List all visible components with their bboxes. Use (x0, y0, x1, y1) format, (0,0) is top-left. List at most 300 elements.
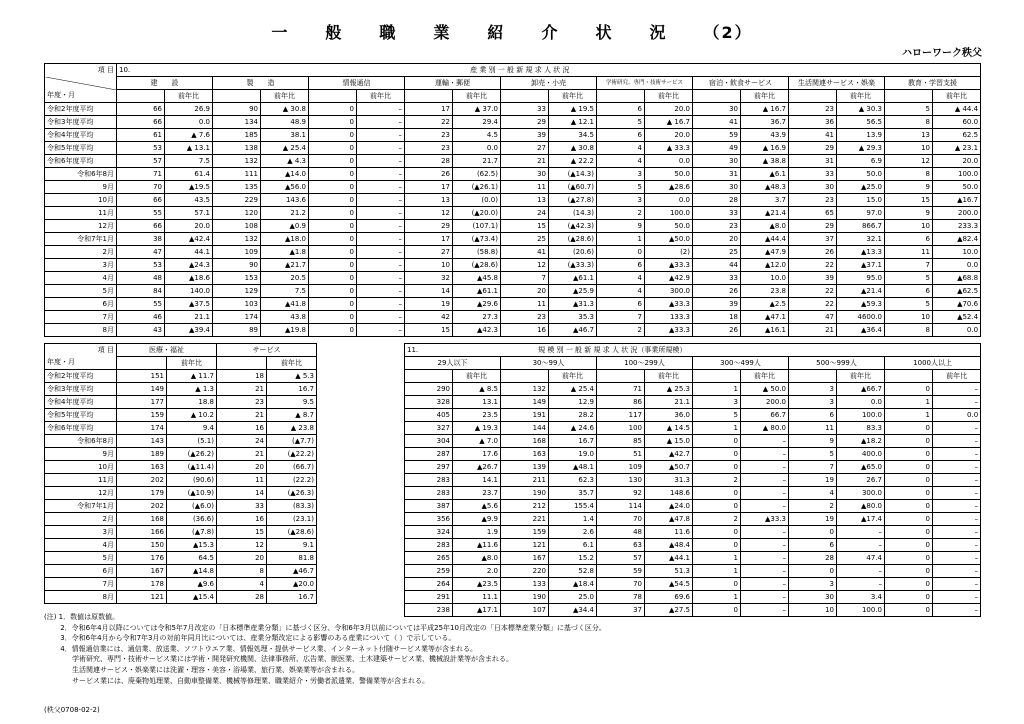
table-cell: 0 (789, 565, 837, 578)
section-number: 11. (407, 345, 419, 354)
row-label: 2月 (45, 513, 117, 526)
note-line: 4．情報通信業には、通信業、放送業、ソフトウエア業、情報処理・提供サービス業、インターネット付随サービス業等が含まれる。 (44, 644, 478, 653)
table-cell: 7.5 (165, 155, 213, 168)
table-cell: 27.3 (453, 311, 501, 324)
table-cell: – (837, 565, 885, 578)
table-cell: (▲7.8) (167, 526, 217, 539)
table-row (45, 409, 317, 422)
table-cell: 16.7 (549, 435, 597, 448)
title-char: 般 (325, 23, 344, 42)
table-cell: 14.1 (453, 474, 501, 487)
table-cell: 47.4 (837, 552, 885, 565)
table-cell: – (933, 578, 981, 591)
table-cell: – (933, 487, 981, 500)
table-cell: 38 (117, 233, 165, 246)
table-cell: (▲60.7) (549, 181, 597, 194)
table-row (405, 422, 981, 435)
table-cell: 29 (789, 142, 837, 155)
table-cell: 11 (217, 474, 267, 487)
table-cell: 12 (501, 259, 549, 272)
table-cell: (62.5) (453, 168, 501, 181)
table-cell: ▲15.3 (167, 539, 217, 552)
table-cell: ▲66.7 (837, 383, 885, 396)
table-cell: (▲28.6) (549, 233, 597, 246)
table-cell: 29 (789, 220, 837, 233)
table-cell: 238 (405, 604, 453, 617)
table-cell: 21 (217, 383, 267, 396)
table-cell: (▲10.9) (167, 487, 217, 500)
table-cell: ▲ 22.2 (549, 155, 597, 168)
table-cell: (▲28.6) (267, 526, 317, 539)
table-cell: – (357, 168, 405, 181)
row-label: 令和6年度平均 (45, 422, 117, 435)
table-cell: ▲ 30.8 (261, 103, 309, 116)
table-cell: 20 (501, 285, 549, 298)
table-cell: 0 (309, 142, 357, 155)
table-cell: 41 (501, 246, 549, 259)
table-cell: ▲34.4 (549, 604, 597, 617)
table-cell: 28 (217, 591, 267, 604)
table-cell: 2.0 (453, 565, 501, 578)
table-cell: 0 (885, 422, 933, 435)
table-cell: 0 (309, 259, 357, 272)
table-cell: – (933, 552, 981, 565)
table-cell: 29 (501, 116, 549, 129)
title-char: 況 (649, 23, 668, 42)
table-row (45, 396, 317, 409)
table-cell: 2 (693, 513, 741, 526)
table-cell: – (933, 474, 981, 487)
table-cell: 21 (501, 155, 549, 168)
table-cell: 18.8 (167, 396, 217, 409)
table-cell: 22 (405, 116, 453, 129)
table-cell: 0 (693, 526, 741, 539)
table-cell: – (933, 461, 981, 474)
table-row (45, 181, 981, 194)
table-cell: 2 (597, 324, 645, 337)
table-cell: – (933, 591, 981, 604)
table-cell: 28.2 (549, 409, 597, 422)
table-cell: 30 (693, 103, 741, 116)
table-cell: 212 (501, 500, 549, 513)
table-cell: – (741, 461, 789, 474)
table-cell: 51 (597, 448, 645, 461)
table-row (45, 539, 317, 552)
notes (44, 612, 606, 686)
section-header-row (405, 344, 981, 357)
table-row (45, 246, 981, 259)
table-cell: 2 (789, 500, 837, 513)
table-cell: 13.9 (837, 129, 885, 142)
table-cell: ▲50.0 (645, 233, 693, 246)
table-cell: ▲ 25.4 (261, 142, 309, 155)
table-cell: ▲ 50.0 (741, 383, 789, 396)
row-label: 3月 (45, 526, 117, 539)
note-line: サービス業には、廃棄物処理業、自動車整備業、機械等修理業、職業紹介・労働者派遣業、警備業等が含まれる。 (44, 676, 429, 685)
table-cell: 3 (789, 383, 837, 396)
table-cell: – (357, 207, 405, 220)
table-row (45, 526, 317, 539)
table-cell: 103 (213, 298, 261, 311)
table-cell: 15.2 (549, 552, 597, 565)
table-cell: 50.0 (933, 181, 981, 194)
table-cell: 1 (693, 383, 741, 396)
table-cell: 61.4 (165, 168, 213, 181)
table-cell: 61 (117, 129, 165, 142)
table-cell: ▲ 24.6 (549, 422, 597, 435)
row-label: 11月 (45, 474, 117, 487)
note-line: 3．令和6年4月から令和7年3月の対前年同月比については、産業分類改定による影響のある産業について（ ）で示している。 (44, 634, 456, 643)
table-cell: 10 (885, 220, 933, 233)
table-cell: 26 (693, 285, 741, 298)
table-row (45, 422, 317, 435)
table-cell: 190 (501, 487, 549, 500)
table-cell: ▲47.8 (645, 513, 693, 526)
row-label: 10月 (45, 461, 117, 474)
table-cell: 11 (885, 246, 933, 259)
table-cell: – (933, 539, 981, 552)
row-label: 5月 (45, 285, 117, 298)
table-cell: 23 (217, 396, 267, 409)
note-line: (注) 1．数値は原数値。 (44, 613, 120, 621)
table-cell: 11.6 (645, 526, 693, 539)
table-cell: (▲7.7) (267, 435, 317, 448)
table-cell: 5 (789, 448, 837, 461)
table-cell: (▲73.4) (453, 233, 501, 246)
table-cell: ▲46.7 (267, 565, 317, 578)
title-char: 介 (541, 23, 560, 42)
table-cell: ▲37.5 (165, 298, 213, 311)
table-cell: 21.1 (165, 311, 213, 324)
table-cell: 22 (789, 285, 837, 298)
table-cell: ▲ 30.3 (837, 103, 885, 116)
table-cell: 9.5 (267, 396, 317, 409)
table-row (45, 272, 981, 285)
table-cell: 149 (501, 396, 549, 409)
table-row (45, 513, 317, 526)
table-cell: ▲42.7 (645, 448, 693, 461)
table-cell: 283 (405, 539, 453, 552)
table-cell: 2 (693, 474, 741, 487)
table-cell: 0 (309, 285, 357, 298)
table-row (45, 259, 981, 272)
table-cell: 177 (117, 396, 167, 409)
row-label: 7月 (45, 578, 117, 591)
table-cell: ▲25.0 (837, 181, 885, 194)
table-cell: 19 (789, 474, 837, 487)
table-cell: 0 (597, 246, 645, 259)
row-label: 4月 (45, 272, 117, 285)
table-cell: 109 (213, 246, 261, 259)
table-cell: ▲ 16.9 (741, 142, 789, 155)
table-cell: – (741, 526, 789, 539)
table-row (405, 474, 981, 487)
ratio-label: 前年比 (453, 370, 501, 383)
table-cell: 17.6 (453, 448, 501, 461)
table-cell: 10 (885, 311, 933, 324)
table-cell: 33 (501, 103, 549, 116)
table-cell: 356 (405, 513, 453, 526)
table-cell: 3 (693, 396, 741, 409)
table-row (45, 552, 317, 565)
table-cell: – (837, 539, 885, 552)
table-cell: – (357, 220, 405, 233)
ratio-label: 前年比 (645, 90, 693, 103)
table-cell: ▲ 16.7 (741, 103, 789, 116)
table-row (45, 207, 981, 220)
table-cell: 66 (117, 220, 165, 233)
row-label: 令和2年度平均 (45, 370, 117, 383)
table-cell: (36.6) (167, 513, 217, 526)
table-cell: 0 (693, 487, 741, 500)
table-row (45, 233, 981, 246)
table-cell: ▲ 12.1 (549, 116, 597, 129)
table-cell: 3 (789, 396, 837, 409)
table-cell: 259 (405, 565, 453, 578)
table-row (405, 461, 981, 474)
ratio-label: 前年比 (261, 90, 309, 103)
table-cell: 39 (789, 272, 837, 285)
row-label: 12月 (45, 487, 117, 500)
ratio-label: 前年比 (549, 370, 597, 383)
table-cell: ▲61.1 (453, 285, 501, 298)
table-cell: 4 (217, 578, 267, 591)
table-cell: 163 (501, 448, 549, 461)
table-cell: 66.7 (741, 409, 789, 422)
table-cell: 7 (789, 461, 837, 474)
table-cell: 10 (885, 142, 933, 155)
table-cell: 41 (789, 129, 837, 142)
table-cell: 132 (213, 155, 261, 168)
table-cell: 167 (117, 565, 167, 578)
table-cell: 176 (117, 552, 167, 565)
table-row (405, 383, 981, 396)
table-cell: 22 (789, 259, 837, 272)
table-cell: 6 (597, 259, 645, 272)
table-cell: 51.3 (645, 565, 693, 578)
row-label: 4月 (45, 539, 117, 552)
table-cell: ▲15.4 (167, 591, 217, 604)
table-cell: – (741, 604, 789, 617)
table-cell: 114 (597, 500, 645, 513)
table-cell: 66 (117, 103, 165, 116)
row-label: 令和7年1月 (45, 233, 117, 246)
column-header: 教育・学習支援 (885, 77, 981, 90)
table-cell: 202 (117, 500, 167, 513)
table-cell: – (741, 552, 789, 565)
table-cell: 0 (309, 272, 357, 285)
table-cell: 32 (405, 272, 453, 285)
table-cell: 36 (789, 116, 837, 129)
table-cell: 229 (213, 194, 261, 207)
table-cell: – (357, 129, 405, 142)
table-cell: 43.8 (261, 311, 309, 324)
table-cell: (▲42.3) (549, 220, 597, 233)
table-row (45, 448, 317, 461)
table-cell: 2.6 (549, 526, 597, 539)
table-cell: 6.1 (549, 539, 597, 552)
table-cell: 20 (693, 233, 741, 246)
row-label: 2月 (45, 246, 117, 259)
table-cell: 0 (309, 168, 357, 181)
table-cell: 41 (693, 116, 741, 129)
table-cell: 3 (597, 168, 645, 181)
table-cell: 5 (597, 181, 645, 194)
table-cell: 16 (501, 324, 549, 337)
corner-item: 項 目 (45, 64, 117, 77)
table-cell: – (741, 539, 789, 552)
table-cell: 15.0 (837, 194, 885, 207)
table-cell: ▲21.7 (261, 259, 309, 272)
table-cell: 148.6 (645, 487, 693, 500)
table-cell: 20 (217, 552, 267, 565)
table-cell: – (357, 272, 405, 285)
table-cell: 163 (117, 461, 167, 474)
section-number: 10. (119, 65, 131, 74)
table-cell: 121 (117, 591, 167, 604)
table-cell: (2) (645, 246, 693, 259)
table-cell: 26 (693, 324, 741, 337)
table-cell: ▲44.1 (645, 552, 693, 565)
table-cell: 33 (693, 207, 741, 220)
table-cell: 29.4 (453, 116, 501, 129)
table-cell: ▲50.7 (645, 461, 693, 474)
table-cell: 200.0 (741, 396, 789, 409)
table-cell: ▲13.3 (837, 246, 885, 259)
table-cell: 50.0 (645, 220, 693, 233)
table-cell: 109 (597, 461, 645, 474)
table-cell: ▲18.6 (165, 272, 213, 285)
table-cell: 15 (501, 220, 549, 233)
table-cell: 130 (597, 474, 645, 487)
table-cell: 108 (213, 220, 261, 233)
corner-period: 年度・月 (45, 357, 117, 370)
table-cell: 17 (405, 181, 453, 194)
table-cell: 6 (885, 233, 933, 246)
table-cell: 6 (597, 103, 645, 116)
table-row (45, 311, 981, 324)
table-cell: 83.3 (837, 422, 885, 435)
table-cell: 190 (501, 591, 549, 604)
title-char: 紹 (487, 23, 506, 42)
table-cell: 0 (693, 578, 741, 591)
table-cell: – (357, 311, 405, 324)
table-cell: 10 (405, 259, 453, 272)
table-cell: 37 (597, 604, 645, 617)
table-cell: ▲ 10.2 (167, 409, 217, 422)
table-cell: 0 (309, 155, 357, 168)
table-cell: 26 (789, 246, 837, 259)
table-cell: ▲ 7.0 (453, 435, 501, 448)
table-cell: 3.7 (741, 194, 789, 207)
table-cell: ▲41.8 (261, 298, 309, 311)
table-cell: 4.5 (453, 129, 501, 142)
table-cell: 327 (405, 422, 453, 435)
table-cell: 4600.0 (837, 311, 885, 324)
table-cell: – (933, 396, 981, 409)
table-cell: 48 (597, 526, 645, 539)
table-cell: 0 (885, 539, 933, 552)
table-cell: 30 (789, 181, 837, 194)
table-cell: 0 (309, 220, 357, 233)
table-cell: – (837, 578, 885, 591)
table-cell: ▲ 29.3 (837, 142, 885, 155)
table-cell: 35.3 (549, 311, 597, 324)
table-cell: 20.0 (645, 103, 693, 116)
table-cell: – (933, 422, 981, 435)
table-cell: ▲8.0 (741, 220, 789, 233)
table-cell: (83.3) (267, 500, 317, 513)
table-cell: 18 (693, 311, 741, 324)
table-cell: (▲26.3) (267, 487, 317, 500)
table-cell: ▲2.5 (741, 298, 789, 311)
table-row (405, 565, 981, 578)
table-cell: 1 (693, 591, 741, 604)
row-label: 11月 (45, 207, 117, 220)
table-cell: ▲33.3 (645, 324, 693, 337)
table-cell: 0 (885, 474, 933, 487)
table-cell: 13.1 (453, 396, 501, 409)
column-header-row (405, 357, 981, 370)
table-row (45, 155, 981, 168)
table-cell: 159 (501, 526, 549, 539)
table-cell: 0 (309, 116, 357, 129)
row-label: 9月 (45, 448, 117, 461)
table-cell: 0 (885, 526, 933, 539)
table-cell: – (741, 435, 789, 448)
table-cell: 265 (405, 552, 453, 565)
table-cell: ▲ 38.8 (741, 155, 789, 168)
table-cell: 38.1 (261, 129, 309, 142)
table-cell: 30 (501, 168, 549, 181)
table-cell: 166 (117, 526, 167, 539)
table-cell: ▲62.5 (933, 285, 981, 298)
table-cell: 0 (309, 181, 357, 194)
table-cell: 4 (597, 155, 645, 168)
table-cell: 0 (885, 487, 933, 500)
table-cell: 23 (405, 129, 453, 142)
table-row (45, 435, 317, 448)
table-cell: ▲20.0 (267, 578, 317, 591)
table-cell: 13 (885, 129, 933, 142)
table-cell: 297 (405, 461, 453, 474)
table-cell: 55 (117, 207, 165, 220)
table-cell: – (357, 298, 405, 311)
table-cell: 13 (405, 194, 453, 207)
table-cell: 0.0 (453, 142, 501, 155)
table-cell: ▲ 33.3 (645, 142, 693, 155)
page-title (0, 20, 1024, 43)
table-row (45, 474, 317, 487)
table-cell: 16 (217, 513, 267, 526)
table-cell: 30 (789, 591, 837, 604)
table-cell: 23 (501, 311, 549, 324)
table-cell: 328 (405, 396, 453, 409)
table-cell: – (357, 116, 405, 129)
table-cell: 0 (885, 435, 933, 448)
table-cell: 39 (501, 129, 549, 142)
table-cell: 9.1 (267, 539, 317, 552)
table-row (45, 103, 981, 116)
table-cell: – (741, 500, 789, 513)
table-cell: (58.8) (453, 246, 501, 259)
column-header: 100～299人 (597, 357, 693, 370)
table-cell: 36.7 (741, 116, 789, 129)
table-cell: ▲ 5.3 (267, 370, 317, 383)
table-cell: ▲0.9 (261, 220, 309, 233)
table-cell: 3 (597, 194, 645, 207)
row-label: 令和4年度平均 (45, 129, 117, 142)
